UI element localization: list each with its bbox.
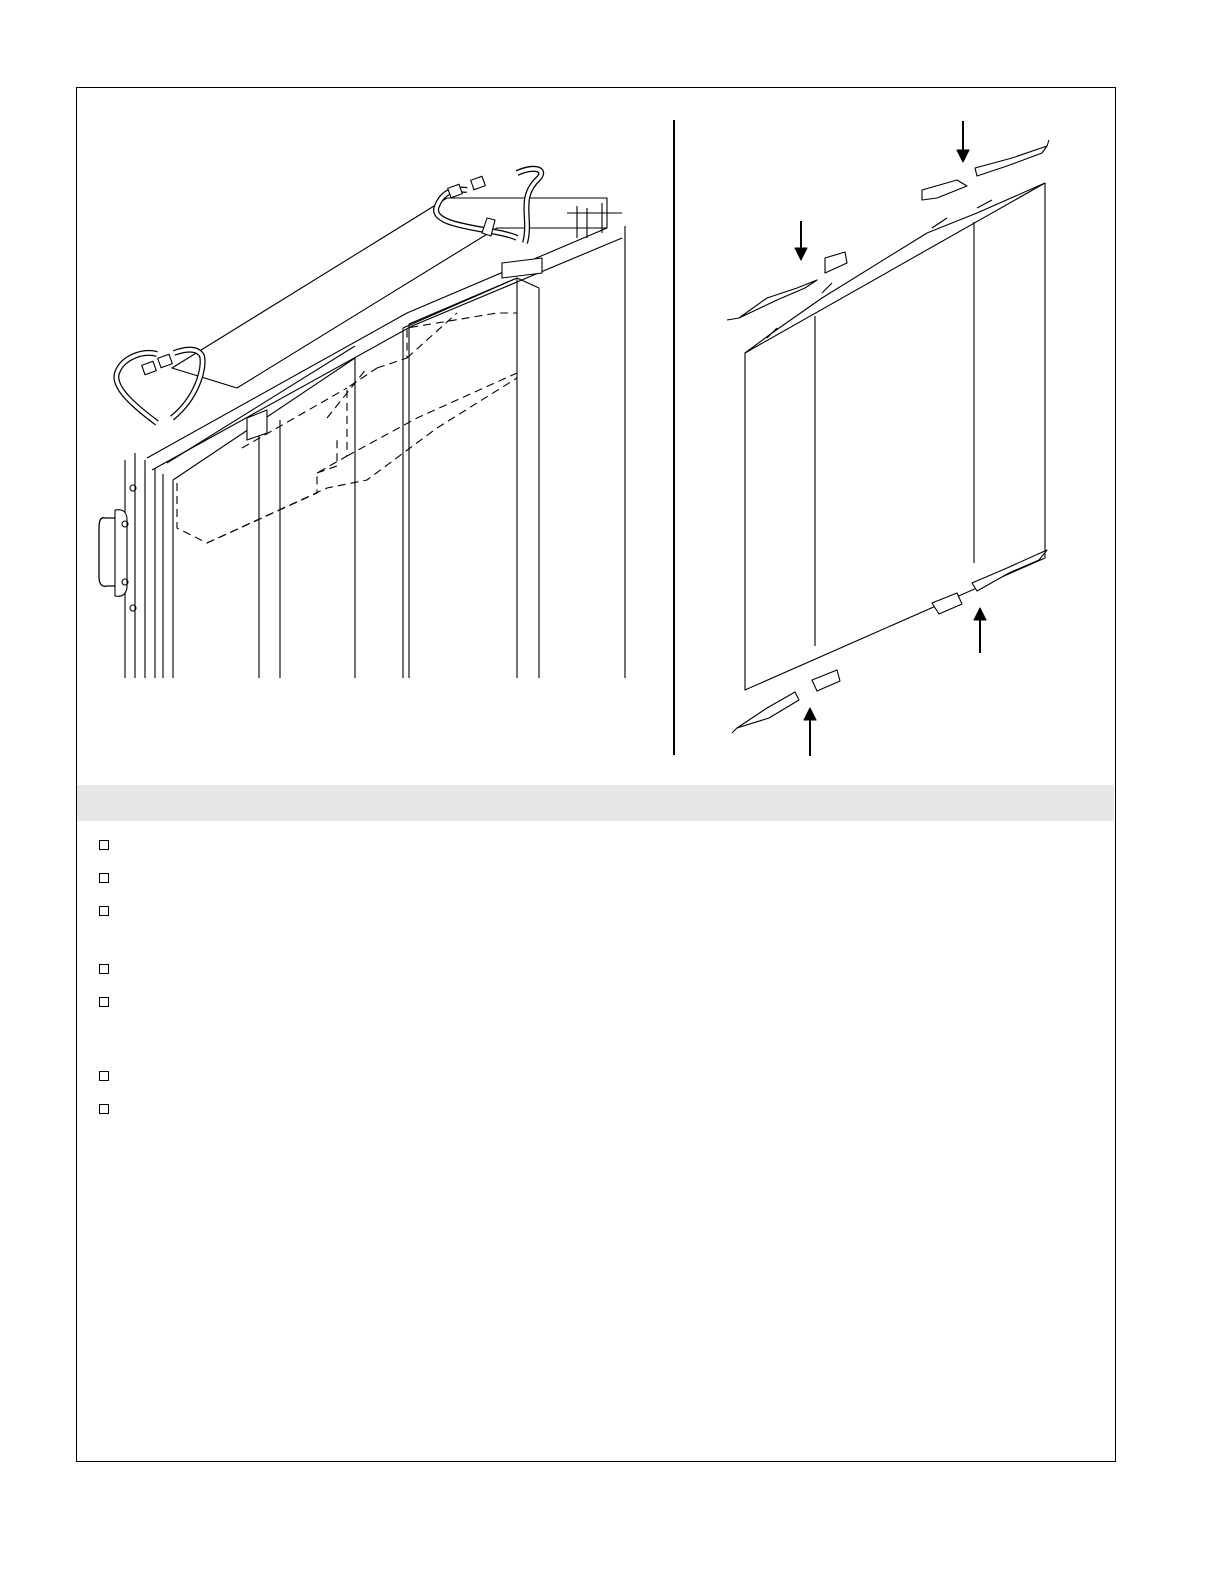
- checklist-item: [99, 1071, 1079, 1104]
- checkbox-icon[interactable]: [99, 1104, 109, 1114]
- checklist-item: [99, 873, 1079, 906]
- checkbox-icon[interactable]: [99, 873, 109, 883]
- illustration-svg: [77, 88, 1117, 788]
- cabinet-interior-wiring-illustration: [99, 169, 625, 678]
- checklist-item: [99, 840, 1079, 873]
- instruction-frame: [76, 87, 1116, 1462]
- checklist: [99, 840, 1079, 1137]
- figure-divider: [673, 120, 675, 755]
- checklist-item: [99, 997, 1079, 1071]
- section-header-band: [77, 785, 1114, 821]
- checklist-item: [99, 964, 1079, 997]
- illustration-area: [77, 88, 1117, 788]
- checkbox-icon[interactable]: [99, 906, 109, 916]
- door-end-cap-installation-illustration: [727, 121, 1049, 756]
- checklist-item: [99, 906, 1079, 964]
- checkbox-icon[interactable]: [99, 840, 109, 850]
- checkbox-icon[interactable]: [99, 964, 109, 974]
- checkbox-icon[interactable]: [99, 997, 109, 1007]
- checkbox-icon[interactable]: [99, 1071, 109, 1081]
- checklist-item: [99, 1104, 1079, 1137]
